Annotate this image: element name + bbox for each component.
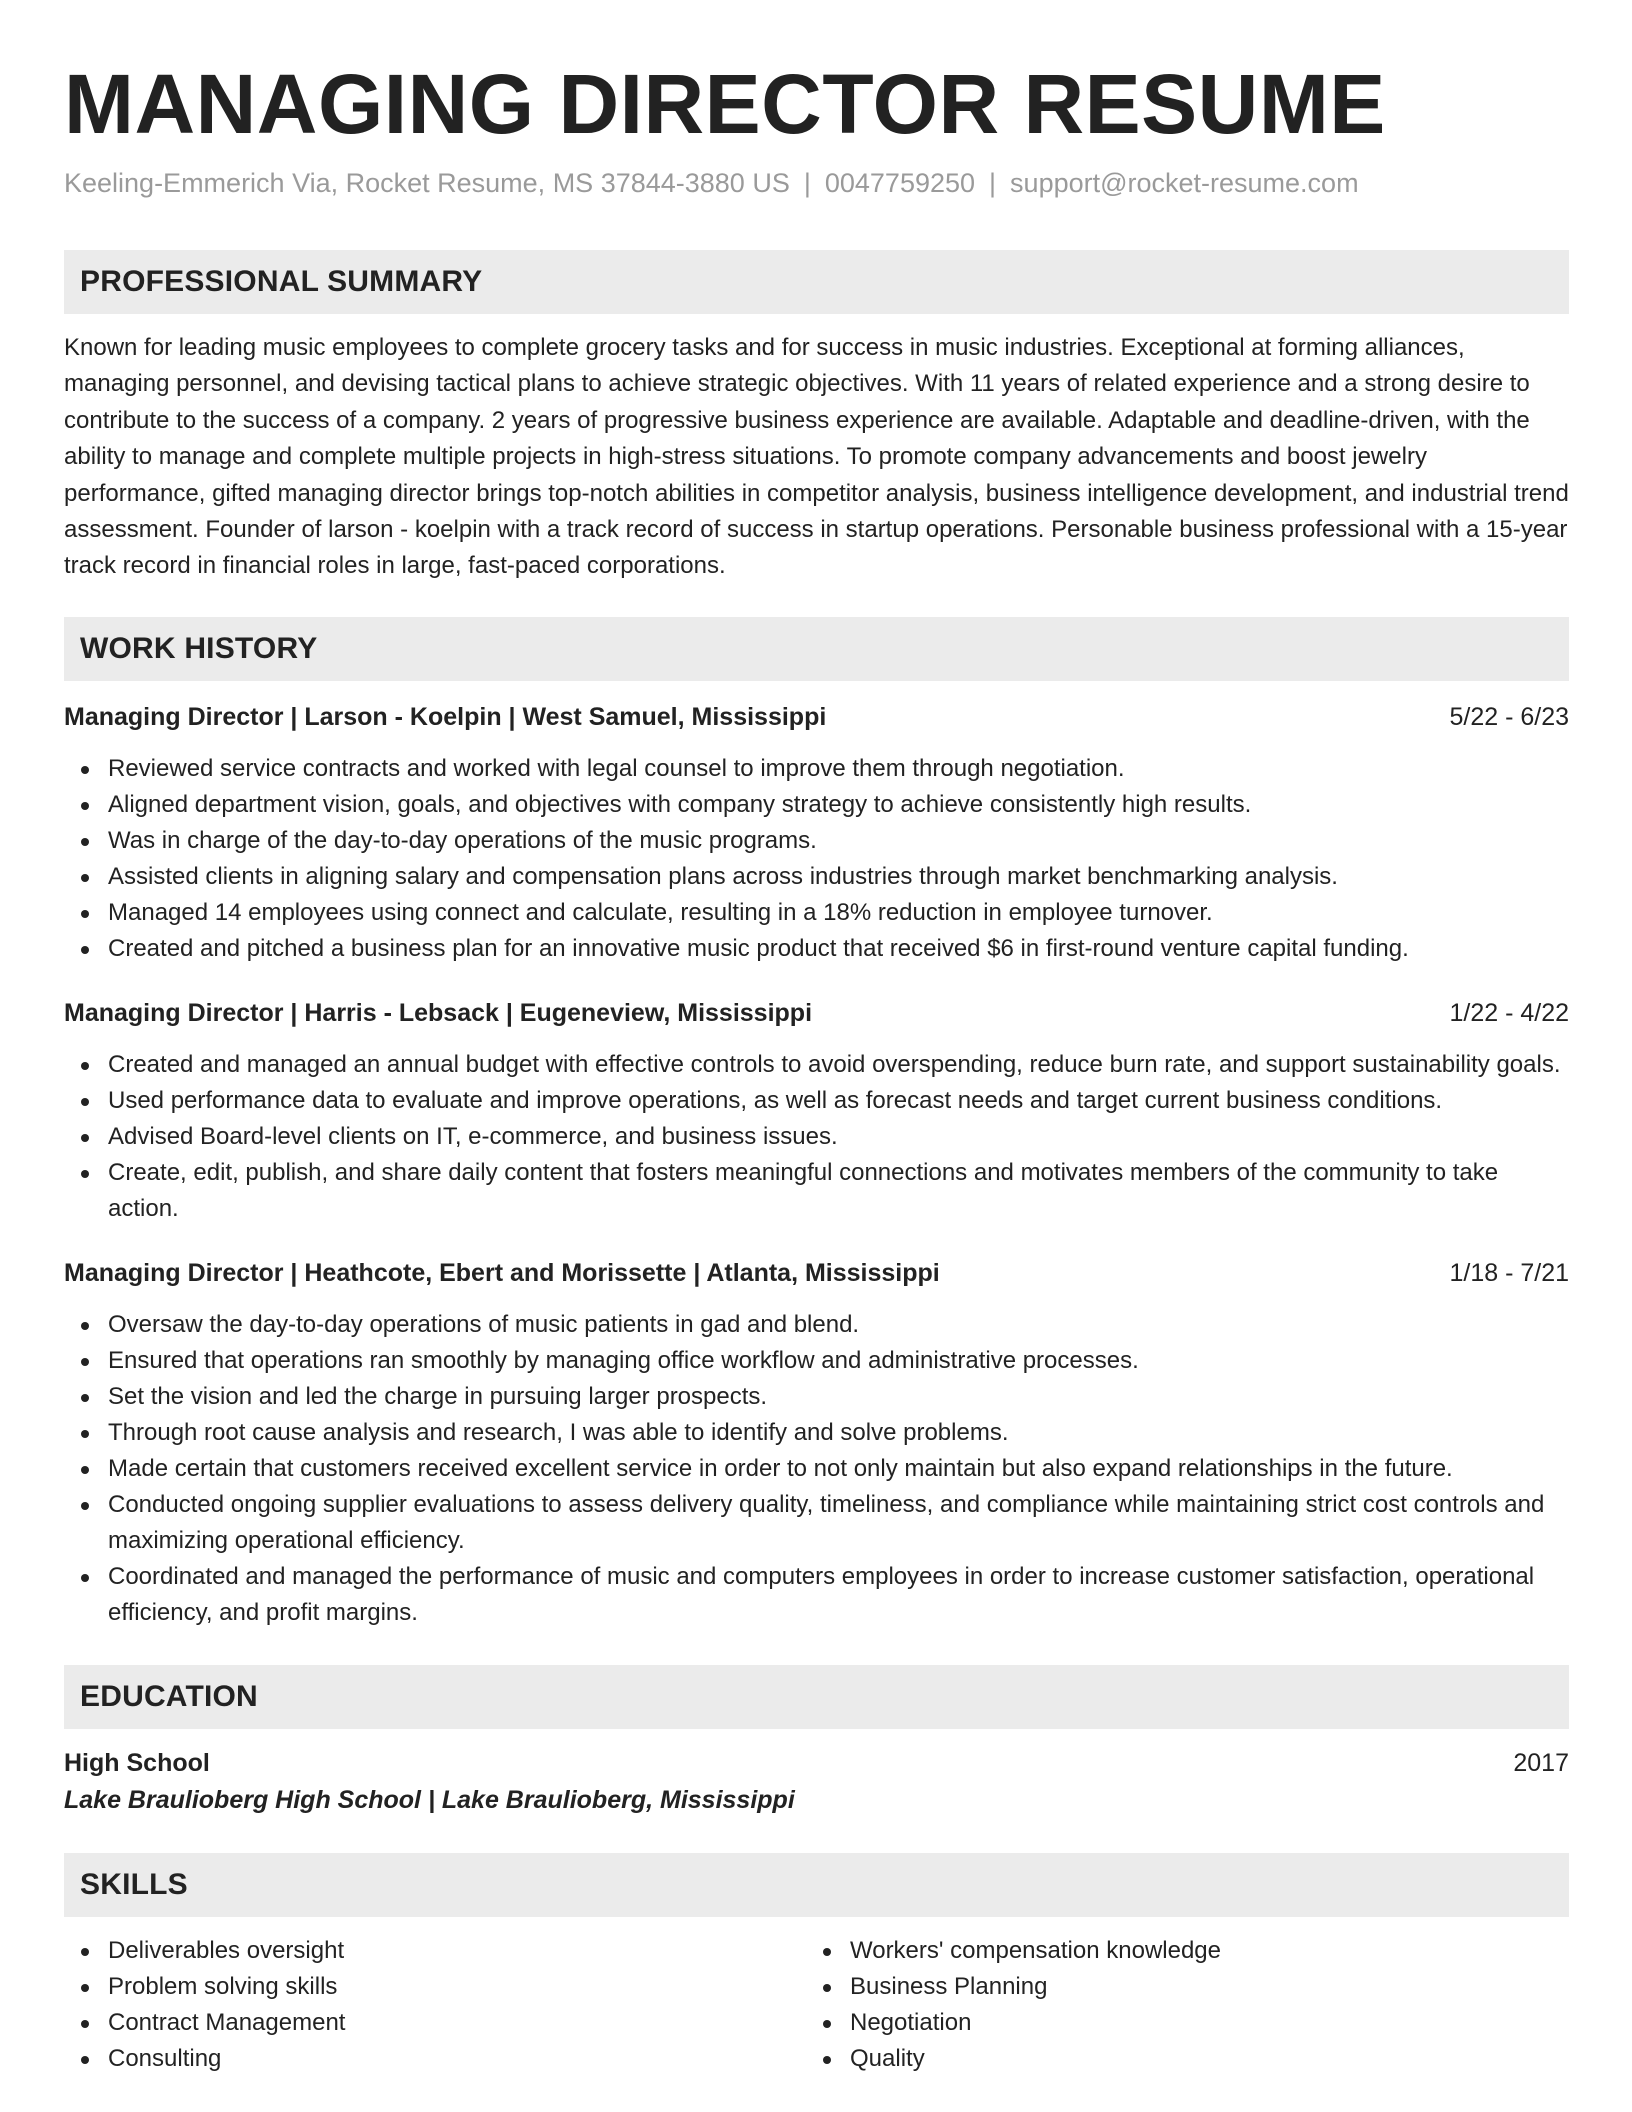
job-bullet: Created and pitched a business plan for an innovative music product that received $6 in first-round venture capital funding. — [64, 931, 1569, 967]
skills-list — [64, 1933, 806, 2077]
skill-item: Quality — [806, 2041, 1548, 2077]
section-header-work-history: WORK HISTORY — [64, 617, 1569, 681]
education-year: 2017 — [1513, 1748, 1569, 1777]
job-header — [64, 995, 1569, 1031]
contact-line — [64, 166, 1569, 200]
job-bullet: Assisted clients in aligning salary and compensation plans across industries through market benchmarking analysis. — [64, 859, 1569, 895]
skill-item: Deliverables oversight — [64, 1933, 806, 1969]
skill-item: Workers' compensation knowledge — [806, 1933, 1548, 1969]
education-school: Lake Braulioberg High School | Lake Braulioberg, Mississippi — [64, 1785, 795, 1814]
skill-item: Consulting — [64, 2041, 806, 2077]
skills-list — [806, 1933, 1548, 2077]
job-bullets — [64, 751, 1569, 967]
job-header — [64, 699, 1569, 735]
job-bullet: Was in charge of the day-to-day operations of the music programs. — [64, 823, 1569, 859]
section-header-education: EDUCATION — [64, 1665, 1569, 1729]
job-title: Managing Director | Heathcote, Ebert and Morissette | Atlanta, Mississippi — [64, 1258, 940, 1287]
job-bullet: Used performance data to evaluate and improve operations, as well as forecast needs and target current business conditions. — [64, 1083, 1569, 1119]
job-bullet: Created and managed an annual budget with effective controls to avoid overspending, reduce burn rate, and support sustainability goals. — [64, 1047, 1569, 1083]
resume-title: MANAGING DIRECTOR RESUME — [64, 57, 1386, 151]
skill-item: Negotiation — [806, 2005, 1548, 2041]
job-bullet: Reviewed service contracts and worked with legal counsel to improve them through negotiation. — [64, 751, 1569, 787]
job-entry — [64, 1255, 1569, 1631]
job-bullet: Made certain that customers received excellent service in order to not only maintain but also expand relationships in the future. — [64, 1451, 1569, 1487]
skill-item: Contract Management — [64, 2005, 806, 2041]
skills-column-right — [806, 1933, 1548, 2077]
skills-column-left — [64, 1933, 806, 2077]
job-bullet: Coordinated and managed the performance of music and computers employees in order to increase customer satisfaction, operational efficiency, and profit margins. — [64, 1559, 1569, 1631]
contact-separator: | — [989, 168, 997, 198]
skill-item: Business Planning — [806, 1969, 1548, 2005]
job-bullet: Advised Board-level clients on IT, e-commerce, and business issues. — [64, 1119, 1569, 1155]
job-bullet: Conducted ongoing supplier evaluations to assess delivery quality, timeliness, and compliance while maintaining strict cost controls and maximizing operational efficiency. — [64, 1487, 1569, 1559]
job-bullet: Managed 14 employees using connect and calculate, resulting in a 18% reduction in employee turnover. — [64, 895, 1569, 931]
contact-email: support@rocket-resume.com — [1010, 168, 1359, 198]
job-dates: 1/18 - 7/21 — [1449, 1258, 1569, 1287]
skill-item: Problem solving skills — [64, 1969, 806, 2005]
job-bullets — [64, 1307, 1569, 1631]
contact-separator: | — [803, 168, 811, 198]
contact-phone: 0047759250 — [824, 168, 976, 198]
job-entry — [64, 699, 1569, 967]
skills-grid — [64, 1933, 1569, 2077]
job-header — [64, 1255, 1569, 1291]
job-dates: 5/22 - 6/23 — [1449, 702, 1569, 731]
job-bullet: Through root cause analysis and research, I was able to identify and solve problems. — [64, 1415, 1569, 1451]
job-title: Managing Director | Harris - Lebsack | Eugeneview, Mississippi — [64, 998, 813, 1027]
job-bullets — [64, 1047, 1569, 1227]
contact-address: Keeling-Emmerich Via, Rocket Resume, MS 37844-3880 US — [64, 168, 790, 198]
section-header-summary: PROFESSIONAL SUMMARY — [64, 250, 1569, 314]
education-degree: High School — [64, 1748, 210, 1777]
job-bullet: Create, edit, publish, and share daily content that fosters meaningful connections and motivates members of the community to take action. — [64, 1155, 1569, 1227]
job-title: Managing Director | Larson - Koelpin | West Samuel, Mississippi — [64, 702, 827, 731]
job-bullet: Aligned department vision, goals, and objectives with company strategy to achieve consistently high results. — [64, 787, 1569, 823]
job-bullet: Oversaw the day-to-day operations of music patients in gad and blend. — [64, 1307, 1569, 1343]
job-dates: 1/22 - 4/22 — [1449, 998, 1569, 1027]
job-entry — [64, 995, 1569, 1227]
job-bullet: Set the vision and led the charge in pursuing larger prospects. — [64, 1379, 1569, 1415]
summary-text: Known for leading music employees to complete grocery tasks and for success in music industries. Exceptional at forming alliances, managing personnel, and devising tactical plans to achieve strategic objectives. With 11 years of related experience and a strong desire to contribute to the success of a company. 2 years of progressive business experience are available. Adaptable and deadline-driven, with the ability to manage and complete multiple projects in high-stress situations. To promote company advancements and boost jewelry performance, gifted managing director brings top-notch abilities in competitor analysis, business intelligence development, and industrial trend assessment. Founder of larson - koelpin with a track record of success in startup operations. Personable business professional with a 15-year track record in financial roles in large, fast-paced corporations. — [64, 334, 1569, 580]
section-header-skills: SKILLS — [64, 1853, 1569, 1917]
education-entry — [64, 1745, 1569, 1781]
job-bullet: Ensured that operations ran smoothly by managing office workflow and administrative processes. — [64, 1343, 1569, 1379]
